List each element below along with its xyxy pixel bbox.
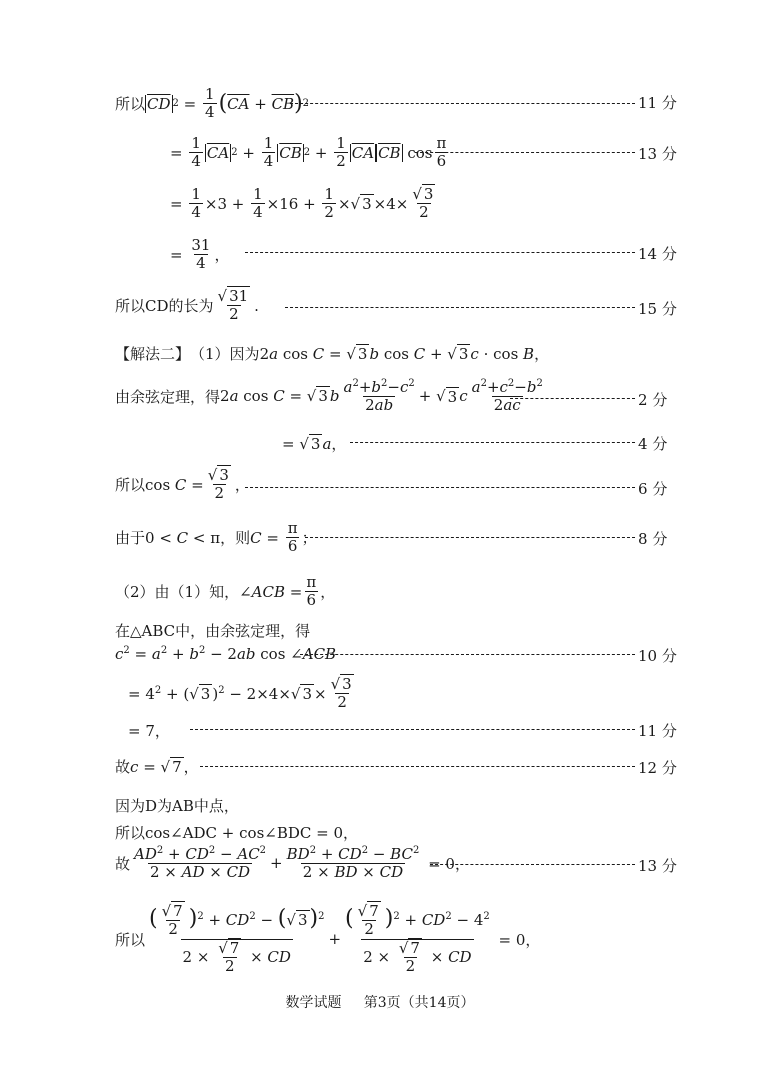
eq-line-expand: = $\frac{1}{4}$ $\overline{CA}$ 2 + $\frac{1}{4}$ $\overline{CB}$ 2 + $\frac{1}{2}$ $\overline{CA}$ $\overline{CB}$ cos $\frac{\pi}{6}$ [170, 134, 447, 171]
dotted-leader [510, 398, 635, 399]
eq-line-c-value: 故 c = √ 7 ， [115, 758, 199, 776]
footer-subject: 数学试题 [285, 995, 342, 1011]
footer-page: 第3页（共14页） [363, 995, 475, 1011]
method2-start: 【解法二】 （1）因为 2a cos C = √ 3 b cos C + √ 3 c · cos B， [115, 345, 550, 363]
dotted-leader [290, 103, 635, 104]
score-label: 13 分 [638, 857, 677, 875]
dotted-leader [200, 766, 635, 767]
eq-line-final: 所以 ( $\frac{√ 7}{2}$ )$^2 + CD^2$ − (√ 3)$^2$ 2 × $\frac{√ 7}{2}$ × CD + ( $\frac{√ 7}{2}$ )$^2 + CD^2 - 4^2$ 2 × $\frac{√ 7}{2}$ × CD = 0， [115, 902, 541, 975]
eq-line-cd-length: 所以CD的长为 $\frac{√ 31}{2}$ . [115, 287, 259, 324]
text-d-midpoint: 因为D为AB中点， [115, 797, 239, 815]
eq-line-cosine-rule: 由余弦定理，得 2a cos C = √ 3 b $\frac{a^2+b^2-c^2}{2ab}$ + √ 3 c $\frac{a^2+c^2-b^2}{2ac}$ [115, 378, 543, 415]
page-footer [0, 992, 760, 1012]
score-label: 11 分 [638, 722, 677, 740]
eq-line-cd-squared: 所以 $\overline{CD}$ 2 = $\frac{1}{4}$ ( $\overline{CA}$ + $\overline{CB}$ ) 2 [115, 85, 310, 122]
dotted-leader [305, 537, 635, 538]
dotted-leader [245, 252, 635, 253]
eq-line-c-substitute: = $4^2$ + (√ 3 )$^2$ − 2×4×√ 3 × $\frac{√ 3}{2}$ [128, 675, 352, 712]
score-label: 14 分 [638, 245, 677, 263]
score-label: 2 分 [638, 391, 668, 409]
score-label: 12 分 [638, 759, 677, 777]
eq-line-c-squared: $c^2 = a^2 + b^2 - 2ab$ cos ∠ACB [115, 645, 337, 663]
eq-line-substitute: = $\frac{1}{4}$ ×3 + $\frac{1}{4}$ ×16 + $\frac{1}{2}$ ×√ 3 ×4× $\frac{√ 3}{2}$ [170, 185, 434, 222]
text-cos-sum: 所以cos∠ADC + cos∠BDC = 0， [115, 824, 359, 842]
score-label: 11 分 [638, 94, 677, 112]
dotted-leader [430, 864, 635, 865]
text-in-triangle: 在△ABC中，由余弦定理，得 [115, 622, 311, 640]
dotted-leader [245, 487, 635, 488]
dotted-leader [190, 729, 635, 730]
score-label: 4 分 [638, 435, 668, 453]
score-label: 10 分 [638, 647, 677, 665]
eq-line-result: = $\frac{31}{4}$ ， [170, 236, 230, 273]
dotted-leader [415, 152, 635, 153]
dotted-leader [300, 654, 635, 655]
label-suoyi: 所以 [115, 95, 146, 114]
eq-line-seven: = 7， [128, 722, 170, 740]
score-label: 6 分 [638, 480, 668, 498]
eq-line-cos-fractions: 故 $\frac{AD^2 + CD^2 - AC^2}{2 \times AD \times CD}$ + $\frac{BD^2 + CD^2 - BC^2}{2 \times BD \times CD}$ = 0， [115, 845, 470, 882]
score-label: 15 分 [638, 300, 677, 318]
eq-line-sqrt3a: = √ 3 a ， [282, 434, 347, 453]
score-label: 13 分 [638, 145, 677, 163]
eq-line-cosC: 所以 cos C = $\frac{√ 3}{2}$ ， [115, 466, 250, 503]
dotted-leader [285, 307, 635, 308]
dotted-leader [350, 442, 635, 443]
score-label: 8 分 [638, 530, 668, 548]
eq-line-C-range: 由于 0 < C < π ，则 C = $\frac{\pi}{6}$ ； [115, 519, 317, 556]
part2-start: （2）由（1）知， ∠ACB = $\frac{\pi}{6}$ ， [115, 573, 336, 610]
